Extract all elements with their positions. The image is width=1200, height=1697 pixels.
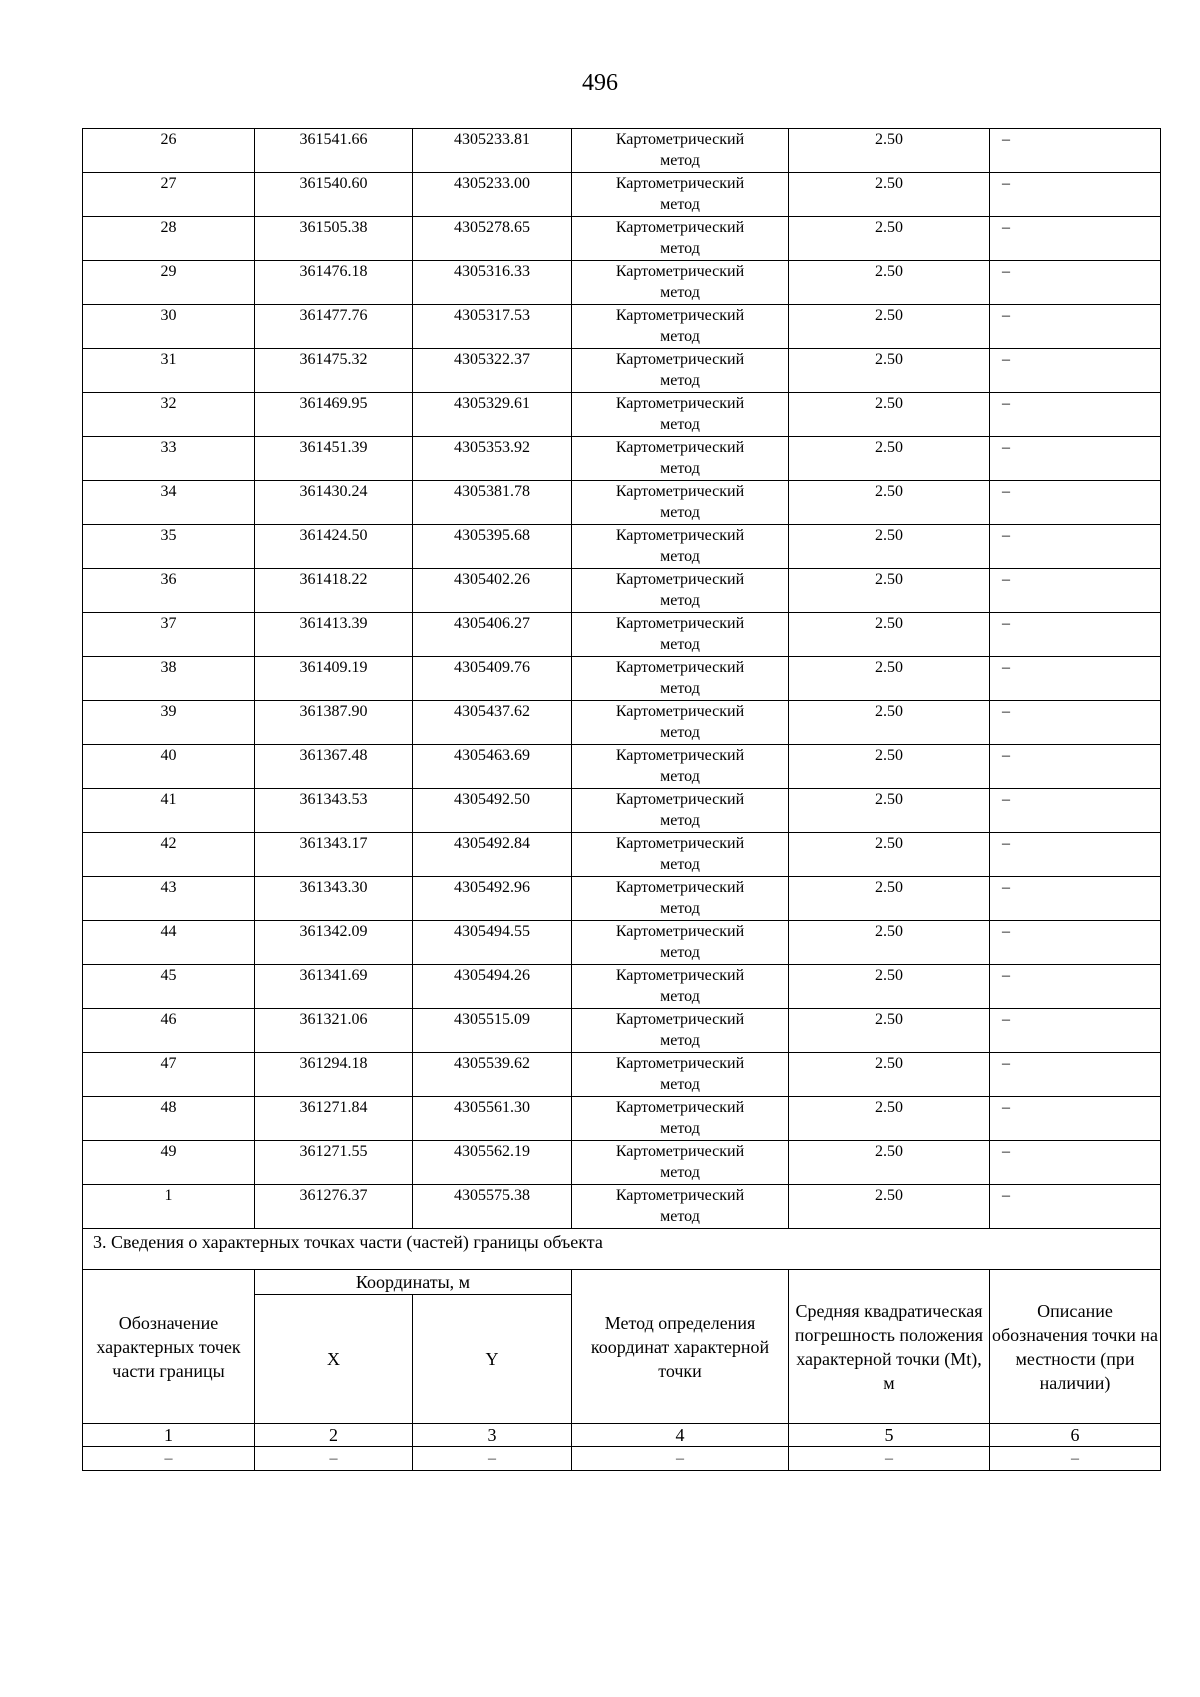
column-number: 6 [990, 1424, 1161, 1447]
table-row [83, 349, 1161, 393]
method-line-2: метод [660, 328, 700, 345]
method-cell [572, 349, 789, 393]
description-cell: – [990, 877, 1161, 921]
description-cell: – [990, 569, 1161, 613]
coord-y-cell: 4305561.30 [413, 1097, 572, 1141]
description-cell: – [990, 965, 1161, 1009]
description-cell: – [990, 833, 1161, 877]
method-line-2: метод [660, 1032, 700, 1049]
point-number-cell: 32 [83, 393, 255, 437]
description-cell: – [990, 261, 1161, 305]
accuracy-cell: 2.50 [789, 173, 990, 217]
accuracy-cell: 2.50 [789, 1009, 990, 1053]
method-line-1: Картометрический [615, 351, 745, 368]
accuracy-cell: 2.50 [789, 1185, 990, 1229]
table-row [83, 789, 1161, 833]
method-cell [572, 129, 789, 173]
empty-row [83, 1447, 1161, 1471]
point-number-cell: 37 [83, 613, 255, 657]
method-line-2: метод [660, 768, 700, 785]
table-row [83, 173, 1161, 217]
description-cell: – [990, 1141, 1161, 1185]
coord-x-cell: 361343.53 [255, 789, 413, 833]
table-row [83, 1141, 1161, 1185]
accuracy-cell: 2.50 [789, 965, 990, 1009]
method-line-1: Картометрический [615, 615, 745, 632]
coord-y-cell: 4305381.78 [413, 481, 572, 525]
table-row [83, 261, 1161, 305]
points-table-body [83, 129, 1161, 1229]
description-cell: – [990, 525, 1161, 569]
method-cell [572, 481, 789, 525]
method-line-1: Картометрический [615, 835, 745, 852]
method-cell [572, 1141, 789, 1185]
accuracy-cell: 2.50 [789, 1141, 990, 1185]
method-line-2: метод [660, 900, 700, 917]
method-line-1: Картометрический [615, 1099, 745, 1116]
coord-y-cell: 4305406.27 [413, 613, 572, 657]
method-cell [572, 437, 789, 481]
table-row [83, 613, 1161, 657]
method-line-2: метод [660, 416, 700, 433]
coord-x-cell: 361343.30 [255, 877, 413, 921]
column-number: 5 [789, 1424, 990, 1447]
method-line-2: метод [660, 680, 700, 697]
table-row [83, 305, 1161, 349]
header-y: Y [413, 1295, 572, 1424]
description-cell: – [990, 437, 1161, 481]
coord-y-cell: 4305322.37 [413, 349, 572, 393]
coord-x-cell: 361342.09 [255, 921, 413, 965]
method-line-1: Картометрический [615, 879, 745, 896]
accuracy-cell: 2.50 [789, 1097, 990, 1141]
method-line-1: Картометрический [615, 571, 745, 588]
coord-x-cell: 361424.50 [255, 525, 413, 569]
point-number-cell: 36 [83, 569, 255, 613]
header-designation: Обозначение характерных точек части границы [83, 1270, 255, 1424]
description-cell: – [990, 217, 1161, 261]
column-number: 3 [413, 1424, 572, 1447]
table-row [83, 877, 1161, 921]
coord-y-cell: 4305492.96 [413, 877, 572, 921]
method-cell [572, 1097, 789, 1141]
method-cell [572, 833, 789, 877]
coord-x-cell: 361321.06 [255, 1009, 413, 1053]
coord-y-cell: 4305409.76 [413, 657, 572, 701]
header-x: X [255, 1295, 413, 1424]
coord-x-cell: 361409.19 [255, 657, 413, 701]
method-line-1: Картометрический [615, 263, 745, 280]
empty-cell: – [413, 1447, 572, 1471]
method-line-1: Картометрический [615, 923, 745, 940]
description-cell: – [990, 921, 1161, 965]
method-cell [572, 305, 789, 349]
method-line-1: Картометрический [615, 703, 745, 720]
method-line-2: метод [660, 152, 700, 169]
method-cell [572, 657, 789, 701]
method-line-2: метод [660, 504, 700, 521]
method-line-1: Картометрический [615, 527, 745, 544]
coord-x-cell: 361271.84 [255, 1097, 413, 1141]
method-cell [572, 261, 789, 305]
method-cell [572, 745, 789, 789]
header-method: Метод определения координат характерной точки [572, 1270, 789, 1424]
accuracy-cell: 2.50 [789, 305, 990, 349]
table-row [83, 129, 1161, 173]
method-cell [572, 569, 789, 613]
accuracy-cell: 2.50 [789, 1053, 990, 1097]
method-line-1: Картометрический [615, 1143, 745, 1160]
coord-x-cell: 361451.39 [255, 437, 413, 481]
point-number-cell: 42 [83, 833, 255, 877]
method-line-2: метод [660, 548, 700, 565]
method-cell [572, 1053, 789, 1097]
method-line-2: метод [660, 1208, 700, 1225]
coord-x-cell: 361540.60 [255, 173, 413, 217]
description-cell: – [990, 129, 1161, 173]
table-row [83, 481, 1161, 525]
accuracy-cell: 2.50 [789, 437, 990, 481]
column-number: 2 [255, 1424, 413, 1447]
point-number-cell: 29 [83, 261, 255, 305]
method-cell [572, 1185, 789, 1229]
method-line-2: метод [660, 812, 700, 829]
point-number-cell: 44 [83, 921, 255, 965]
coord-y-cell: 4305494.55 [413, 921, 572, 965]
coord-x-cell: 361476.18 [255, 261, 413, 305]
point-number-cell: 1 [83, 1185, 255, 1229]
accuracy-cell: 2.50 [789, 129, 990, 173]
method-cell [572, 789, 789, 833]
point-number-cell: 26 [83, 129, 255, 173]
description-cell: – [990, 657, 1161, 701]
method-line-2: метод [660, 944, 700, 961]
coord-y-cell: 4305575.38 [413, 1185, 572, 1229]
method-line-2: метод [660, 460, 700, 477]
accuracy-cell: 2.50 [789, 877, 990, 921]
description-cell: – [990, 393, 1161, 437]
empty-cell: – [255, 1447, 413, 1471]
method-line-2: метод [660, 856, 700, 873]
method-line-2: метод [660, 1120, 700, 1137]
description-cell: – [990, 1009, 1161, 1053]
table-row [83, 217, 1161, 261]
coord-y-cell: 4305494.26 [413, 965, 572, 1009]
description-cell: – [990, 613, 1161, 657]
table-row [83, 745, 1161, 789]
coord-x-cell: 361276.37 [255, 1185, 413, 1229]
coord-x-cell: 361341.69 [255, 965, 413, 1009]
table-row [83, 1097, 1161, 1141]
accuracy-cell: 2.50 [789, 349, 990, 393]
method-cell [572, 921, 789, 965]
coord-y-cell: 4305539.62 [413, 1053, 572, 1097]
point-number-cell: 35 [83, 525, 255, 569]
description-cell: – [990, 1053, 1161, 1097]
coord-x-cell: 361541.66 [255, 129, 413, 173]
method-line-2: метод [660, 284, 700, 301]
table-row [83, 657, 1161, 701]
description-cell: – [990, 789, 1161, 833]
coord-y-cell: 4305492.84 [413, 833, 572, 877]
point-number-cell: 46 [83, 1009, 255, 1053]
accuracy-cell: 2.50 [789, 569, 990, 613]
method-line-1: Картометрический [615, 659, 745, 676]
coord-x-cell: 361469.95 [255, 393, 413, 437]
point-number-cell: 39 [83, 701, 255, 745]
point-number-cell: 47 [83, 1053, 255, 1097]
method-line-2: метод [660, 196, 700, 213]
accuracy-cell: 2.50 [789, 657, 990, 701]
header-description: Описание обозначения точки на местности (при наличии) [990, 1270, 1161, 1424]
method-line-1: Картометрический [615, 175, 745, 192]
empty-cell: – [789, 1447, 990, 1471]
point-number-cell: 40 [83, 745, 255, 789]
coord-x-cell: 361475.32 [255, 349, 413, 393]
page-number: 496 [582, 70, 618, 96]
method-cell [572, 877, 789, 921]
empty-cell: – [83, 1447, 255, 1471]
header-coordinates: Координаты, м [255, 1270, 572, 1295]
method-cell [572, 393, 789, 437]
point-number-cell: 33 [83, 437, 255, 481]
column-numbers-row [83, 1424, 1161, 1447]
coord-y-cell: 4305492.50 [413, 789, 572, 833]
coord-y-cell: 4305515.09 [413, 1009, 572, 1053]
description-cell: – [990, 1185, 1161, 1229]
accuracy-cell: 2.50 [789, 833, 990, 877]
coord-y-cell: 4305329.61 [413, 393, 572, 437]
boundary-points-table [82, 128, 1161, 1471]
point-number-cell: 27 [83, 173, 255, 217]
method-line-1: Картометрический [615, 1055, 745, 1072]
table-row [83, 1053, 1161, 1097]
method-line-1: Картометрический [615, 967, 745, 984]
accuracy-cell: 2.50 [789, 261, 990, 305]
description-cell: – [990, 349, 1161, 393]
accuracy-cell: 2.50 [789, 613, 990, 657]
coord-y-cell: 4305463.69 [413, 745, 572, 789]
method-cell [572, 701, 789, 745]
method-line-1: Картометрический [615, 747, 745, 764]
point-number-cell: 45 [83, 965, 255, 1009]
accuracy-cell: 2.50 [789, 745, 990, 789]
table-row [83, 525, 1161, 569]
point-number-cell: 48 [83, 1097, 255, 1141]
point-number-cell: 28 [83, 217, 255, 261]
method-line-2: метод [660, 724, 700, 741]
coord-x-cell: 361430.24 [255, 481, 413, 525]
method-line-1: Картометрический [615, 483, 745, 500]
section-3 [83, 1229, 1161, 1471]
point-number-cell: 34 [83, 481, 255, 525]
coord-y-cell: 4305316.33 [413, 261, 572, 305]
coord-y-cell: 4305278.65 [413, 217, 572, 261]
point-number-cell: 43 [83, 877, 255, 921]
coord-y-cell: 4305395.68 [413, 525, 572, 569]
method-line-1: Картометрический [615, 791, 745, 808]
method-line-2: метод [660, 1164, 700, 1181]
coord-y-cell: 4305353.92 [413, 437, 572, 481]
accuracy-cell: 2.50 [789, 789, 990, 833]
coord-x-cell: 361294.18 [255, 1053, 413, 1097]
coord-y-cell: 4305233.00 [413, 173, 572, 217]
column-number: 4 [572, 1424, 789, 1447]
coord-x-cell: 361418.22 [255, 569, 413, 613]
method-line-2: метод [660, 372, 700, 389]
table-row [83, 437, 1161, 481]
table-row [83, 965, 1161, 1009]
method-cell [572, 965, 789, 1009]
description-cell: – [990, 1097, 1161, 1141]
method-cell [572, 217, 789, 261]
description-cell: – [990, 745, 1161, 789]
table-row [83, 1009, 1161, 1053]
coord-x-cell: 361387.90 [255, 701, 413, 745]
method-line-1: Картометрический [615, 439, 745, 456]
coord-x-cell: 361343.17 [255, 833, 413, 877]
accuracy-cell: 2.50 [789, 393, 990, 437]
table-row [83, 921, 1161, 965]
coord-x-cell: 361271.55 [255, 1141, 413, 1185]
method-cell [572, 173, 789, 217]
accuracy-cell: 2.50 [789, 701, 990, 745]
point-number-cell: 31 [83, 349, 255, 393]
method-line-2: метод [660, 988, 700, 1005]
coord-x-cell: 361413.39 [255, 613, 413, 657]
header-accuracy: Средняя квадратическая погрешность положения характерной точки (Mt), м [789, 1270, 990, 1424]
table-row [83, 569, 1161, 613]
method-line-2: метод [660, 592, 700, 609]
coord-x-cell: 361505.38 [255, 217, 413, 261]
method-line-1: Картометрический [615, 131, 745, 148]
coord-y-cell: 4305437.62 [413, 701, 572, 745]
method-line-1: Картометрический [615, 219, 745, 236]
method-line-1: Картометрический [615, 1011, 745, 1028]
method-line-1: Картометрический [615, 307, 745, 324]
method-cell [572, 1009, 789, 1053]
coord-x-cell: 361477.76 [255, 305, 413, 349]
method-line-2: метод [660, 636, 700, 653]
description-cell: – [990, 173, 1161, 217]
point-number-cell: 49 [83, 1141, 255, 1185]
empty-cell: – [572, 1447, 789, 1471]
table-row [83, 833, 1161, 877]
accuracy-cell: 2.50 [789, 525, 990, 569]
coord-x-cell: 361367.48 [255, 745, 413, 789]
empty-cell: – [990, 1447, 1161, 1471]
coord-y-cell: 4305562.19 [413, 1141, 572, 1185]
method-line-2: метод [660, 240, 700, 257]
description-cell: – [990, 305, 1161, 349]
coord-y-cell: 4305233.81 [413, 129, 572, 173]
coord-y-cell: 4305317.53 [413, 305, 572, 349]
description-cell: – [990, 701, 1161, 745]
accuracy-cell: 2.50 [789, 217, 990, 261]
coord-y-cell: 4305402.26 [413, 569, 572, 613]
point-number-cell: 41 [83, 789, 255, 833]
table-row [83, 701, 1161, 745]
description-cell: – [990, 481, 1161, 525]
column-number: 1 [83, 1424, 255, 1447]
method-cell [572, 613, 789, 657]
table-row [83, 393, 1161, 437]
point-number-cell: 30 [83, 305, 255, 349]
method-line-1: Картометрический [615, 395, 745, 412]
accuracy-cell: 2.50 [789, 921, 990, 965]
accuracy-cell: 2.50 [789, 481, 990, 525]
point-number-cell: 38 [83, 657, 255, 701]
method-cell [572, 525, 789, 569]
method-line-2: метод [660, 1076, 700, 1093]
method-line-1: Картометрический [615, 1187, 745, 1204]
table-row [83, 1185, 1161, 1229]
section-3-title: 3. Сведения о характерных точках части (частей) границы объекта [83, 1229, 1161, 1270]
